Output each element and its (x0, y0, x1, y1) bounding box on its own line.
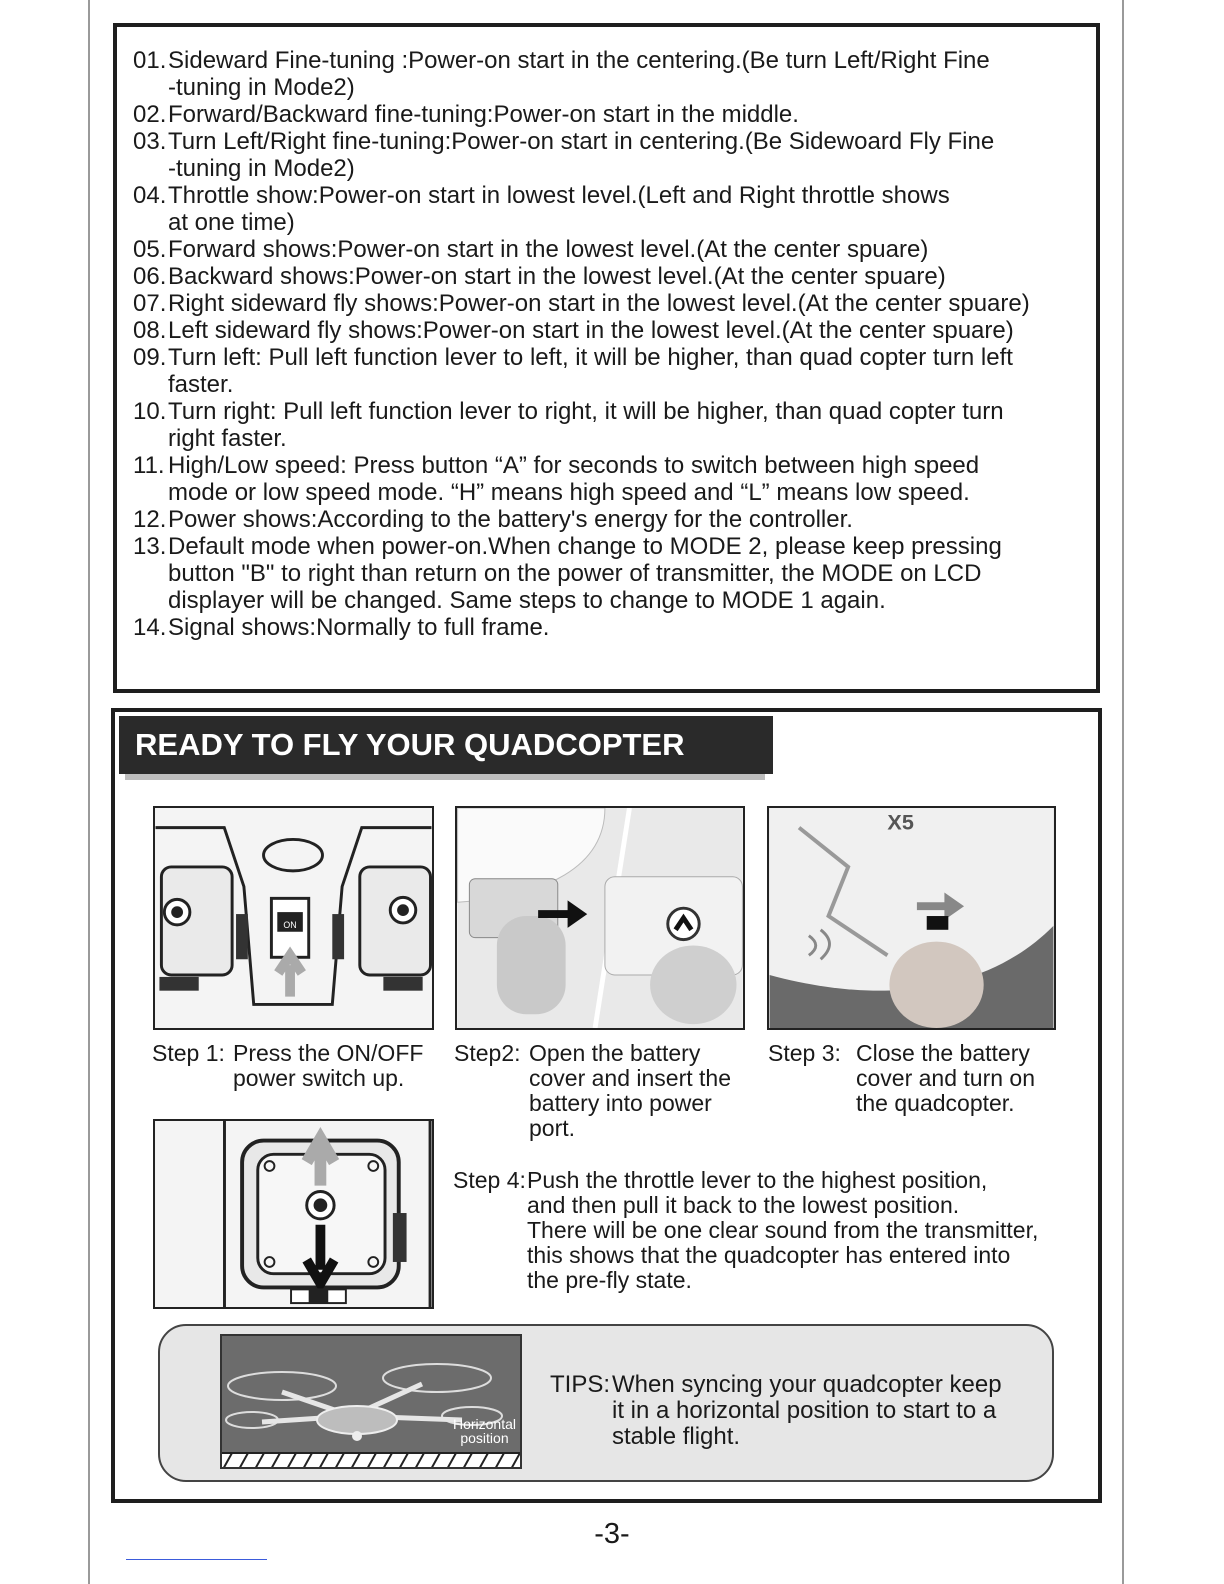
list-item: 14. Signal shows:Normally to full frame. (133, 614, 550, 641)
step2-text: Open the battery cover and insert the battery into power port. (529, 1040, 732, 1141)
step2-photo (455, 806, 745, 1030)
step4-photo (153, 1119, 434, 1309)
section-title: READY TO FLY YOUR QUADCOPTER (119, 716, 759, 774)
step2-caption (454, 1040, 754, 1141)
step4-label: Step 4: (453, 1167, 526, 1193)
list-item: 01. Sideward Fine-tuning :Power-on start in the centering.(Be turn Left/Right Fine -tuning in Mode2) (133, 47, 990, 101)
tips-box (158, 1324, 1054, 1482)
list-item: 13. Default mode when power-on.When change to MODE 2, please keep pressing button "B" to right than return on the power of transmitter, the MODE on LCD displayer will be changed. Same steps to change to MODE 1 again. (133, 533, 1002, 614)
tips-body: When syncing your quadcopter keep it in a horizontal position to start to a stable flight. (612, 1371, 1002, 1450)
horizontal-position-label: Horizontal position (452, 1416, 516, 1446)
step1-photo (153, 806, 434, 1030)
switch-on-label: ON (283, 919, 297, 930)
step1-caption (152, 1040, 452, 1091)
battery-insert-illustration (457, 808, 743, 1028)
list-item: 12. Power shows:According to the battery's energy for the controller. (133, 506, 853, 533)
list-item: 02. Forward/Backward fine-tuning:Power-on start in the middle. (133, 101, 799, 128)
step4-caption (453, 1167, 1093, 1293)
list-item: 04. Throttle show:Power-on start in lowest level.(Left and Right throttle shows at one time) (133, 182, 950, 236)
list-item: 06. Backward shows:Power-on start in the lowest level.(At the center spuare) (133, 263, 946, 290)
footer-link-line (126, 1559, 267, 1560)
throttle-stick-illustration (155, 1121, 432, 1307)
list-item: 07. Right sideward fly shows:Power-on start in the lowest level.(At the center spuare) (133, 290, 1030, 317)
tips-text (550, 1371, 1002, 1450)
list-item: 05. Forward shows:Power-on start in the lowest level.(At the center spuare) (133, 236, 929, 263)
instructions-box (113, 23, 1100, 693)
list-item: 09. Turn left: Pull left function lever to left, it will be higher, than quad copter turn left faster. (133, 344, 1013, 398)
tips-label: TIPS: (550, 1371, 611, 1398)
transmitter-switch-illustration (155, 808, 432, 1028)
step3-photo (767, 806, 1056, 1030)
list-item: 08. Left sideward fly shows:Power-on start in the lowest level.(At the center spuare) (133, 317, 1014, 344)
list-item: 03. Turn Left/Right fine-tuning:Power-on start in centering.(Be Sidewoard Fly Fine -tuning in Mode2) (133, 128, 995, 182)
quadcopter-illustration (222, 1336, 522, 1469)
step3-text: Close the battery cover and turn on the quadcopter. (856, 1040, 1036, 1116)
step3-caption (768, 1040, 1068, 1116)
battery-cover-illustration (769, 808, 1054, 1028)
page-number: -3- (594, 1518, 630, 1550)
horizontal-position-photo (220, 1334, 522, 1469)
list-item: 10. Turn right: Pull left function lever to right, it will be higher, than quad copter turn right faster. (133, 398, 1004, 452)
step1-text: Press the ON/OFF power switch up. (233, 1040, 424, 1091)
drone-model-label: X5 (887, 809, 914, 835)
step1-label: Step 1: (152, 1040, 225, 1066)
list-item: 11. High/Low speed: Press button “A” for seconds to switch between high speed mode or low speed mode. “H” means high speed and “L” means low speed. (133, 452, 980, 506)
step4-text: Push the throttle lever to the highest position, and then pull it back to the lowest position. There will be one clear sound from the transmitter, this shows that the quadcopter has entered into the pre-fly state. (527, 1167, 1039, 1293)
step3-label: Step 3: (768, 1040, 841, 1066)
step2-label: Step2: (454, 1040, 521, 1066)
